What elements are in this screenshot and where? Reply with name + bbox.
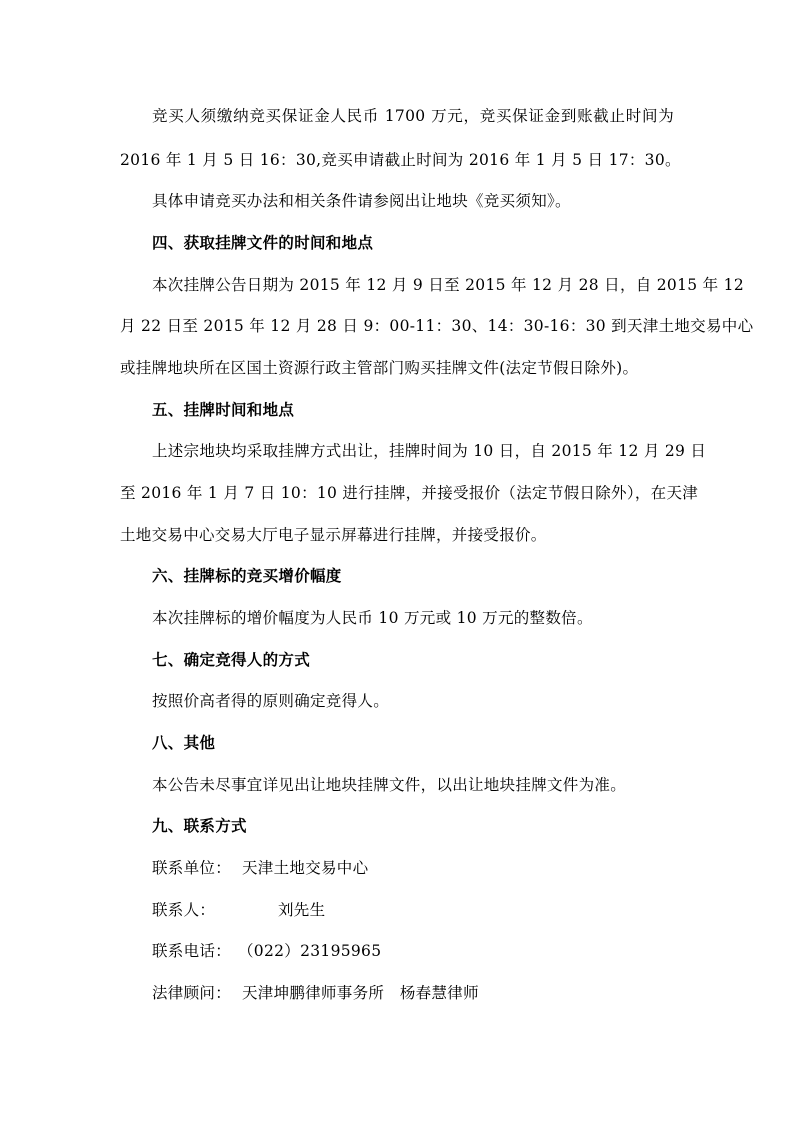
contact-row-phone <box>152 941 652 961</box>
paragraph-deposit-line-2: 2016 年 1 月 5 日 16：30,竞买申请截止时间为 2016 年 1 月 5 日 17：30。 <box>120 151 681 169</box>
paragraph-section-7: 按照价高者得的原则确定竞得人。 <box>152 692 390 710</box>
paragraph-section-5-line-2: 至 2016 年 1 月 7 日 10：10 进行挂牌，并接受报价（法定节假日除外），在天津 <box>120 484 699 502</box>
contact-row-person <box>152 900 652 920</box>
contact-value: 天津土地交易中心 <box>242 859 369 877</box>
heading-section-4: 四、获取挂牌文件的时间和地点 <box>152 233 374 252</box>
contact-label: 联系电话： <box>152 942 232 960</box>
paragraph-deposit-line-1: 竞买人须缴纳竞买保证金人民币 1700 万元，竞买保证金到账截止时间为 <box>152 107 674 125</box>
paragraph-section-4-line-1: 本次挂牌公告日期为 2015 年 12 月 9 日至 2015 年 12 月 28 日，自 2015 年 12 <box>152 276 744 294</box>
contact-label: 联系人： <box>152 901 216 919</box>
paragraph-section-4-line-3: 或挂牌地块所在区国土资源行政主管部门购买挂牌文件(法定节假日除外)。 <box>120 359 639 377</box>
heading-section-8: 八、其他 <box>152 733 216 752</box>
heading-section-9: 九、联系方式 <box>152 816 247 835</box>
contact-value: 天津坤鹏律师事务所 杨春慧律师 <box>242 984 479 1002</box>
contact-row-unit <box>152 858 652 878</box>
paragraph-application-info: 具体申请竞买办法和相关条件请参阅出让地块《竞买须知》。 <box>152 192 571 210</box>
contact-label: 法律顾问： <box>152 984 232 1002</box>
heading-section-6: 六、挂牌标的竞买增价幅度 <box>152 566 342 585</box>
heading-section-5: 五、挂牌时间和地点 <box>152 400 295 419</box>
paragraph-section-6: 本次挂牌标的增价幅度为人民币 10 万元或 10 万元的整数倍。 <box>152 609 593 627</box>
paragraph-section-5-line-3: 土地交易中心交易大厅电子显示屏幕进行挂牌，并接受报价。 <box>120 526 547 544</box>
contact-label: 联系单位： <box>152 859 232 877</box>
contact-value: 刘先生 <box>278 901 326 919</box>
contact-row-legal <box>152 983 652 1003</box>
paragraph-section-5-line-1: 上述宗地块均采取挂牌方式出让，挂牌时间为 10 日，自 2015 年 12 月 29 日 <box>152 442 707 460</box>
heading-section-7: 七、确定竞得人的方式 <box>152 650 311 669</box>
paragraph-section-8: 本公告未尽事宜详见出让地块挂牌文件，以出让地块挂牌文件为准。 <box>152 776 627 794</box>
paragraph-section-4-line-2: 月 22 日至 2015 年 12 月 28 日 9：00-11：30、14：30-16：30 到天津土地交易中心 <box>120 317 754 335</box>
contact-value: （022）23195965 <box>238 942 382 960</box>
